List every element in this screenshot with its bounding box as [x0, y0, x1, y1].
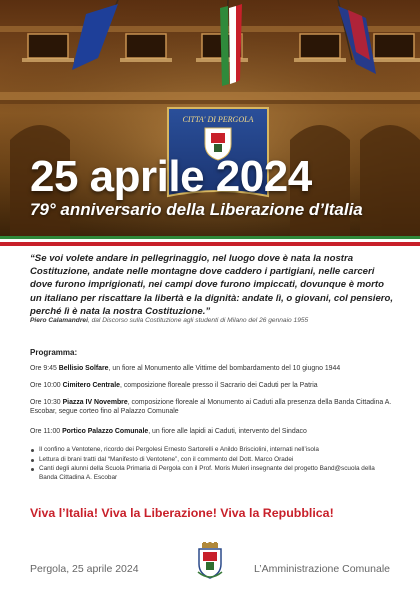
tricolore-red-stripe [0, 242, 420, 246]
municipal-crest-icon [196, 542, 224, 582]
event-date-title: 25 aprile 2024 [30, 152, 312, 201]
list-item: Canti degli alunni della Scuola Primaria di Pergola con il Prof. Moris Muleri insegnante del progetto Band@scuola della Banda Cittadina A. Escobar [30, 465, 392, 482]
programma-heading: Programma: [30, 348, 78, 357]
programma-bullet-list [30, 446, 392, 483]
programma-time: Ore 10:00 [30, 382, 61, 389]
italian-flag-icon [220, 4, 242, 86]
programma-time: Ore 11:00 [30, 428, 61, 435]
list-item: Lettura di brani tratti dal “Manifesto di Ventotene”, con il commento del Dott. Marco Oradei [30, 456, 392, 465]
programma-item [30, 381, 392, 390]
signature: L’Amministrazione Comunale [254, 563, 390, 575]
list-item: Il confino a Ventotene, ricordo dei Pergolesi Ernesto Sartorelli e Anildo Brisciolini, internati nell’isola [30, 446, 392, 455]
programma-place: Piazza IV Novembre [62, 399, 128, 406]
quote-attribution [30, 316, 394, 325]
programma-desc: , composizione floreale al Monumento ai Caduti alla presenza della Banda Cittadina A. Escobar, segue corteo fino al Palazzo Comunale [30, 399, 392, 416]
tricolore-band [0, 236, 420, 246]
anniversary-subtitle: 79° anniversario della Liberazione d’Italia [30, 200, 363, 219]
programma-desc: , composizione floreale presso il Sacrario dei Caduti per la Patria [120, 382, 318, 389]
programma-item [30, 364, 392, 373]
programma-place: Bellisio Solfare [58, 365, 109, 372]
programma-item [30, 427, 392, 436]
programma-desc: , un fiore al Monumento alle Vittime del bombardamento del 10 giugno 1944 [108, 365, 341, 372]
viva-slogan: Viva l’Italia! Viva la Liberazione! Viva la Repubblica! [30, 506, 334, 520]
calamandrei-quote: “Se voi volete andare in pellegrinaggio, nel luogo dove è nata la nostra Costituzione, andate nelle montagne dove caddero i partigiani, nelle carceri dove furono imprigionati, nei campi dove furono impiccati, dovunque è morto un italiano per riscattare la libertà e la dignità: andate lì, o giovani, col pensiero, perché lì è nata la nostra Costituzione.” [30, 253, 394, 317]
programma-desc: , un fiore alle lapidi ai Caduti, intervento del Sindaco [148, 428, 307, 435]
programma-item [30, 398, 392, 417]
place-date: Pergola, 25 aprile 2024 [30, 563, 139, 575]
quote-source: , dal Discorso sulla Costituzione agli studenti di Milano del 26 gennaio 1955 [87, 317, 309, 324]
programma-place: Portico Palazzo Comunale [62, 428, 149, 435]
hero-image [0, 0, 420, 236]
programma-place: Cimitero Centrale [62, 382, 121, 389]
quote-author: Piero Calamandrei [30, 317, 88, 324]
programma-time: Ore 10:30 [30, 399, 61, 406]
programma-time: Ore 9:45 [30, 365, 57, 372]
banner-label: CITTA' DI PERGOLA [182, 115, 254, 124]
